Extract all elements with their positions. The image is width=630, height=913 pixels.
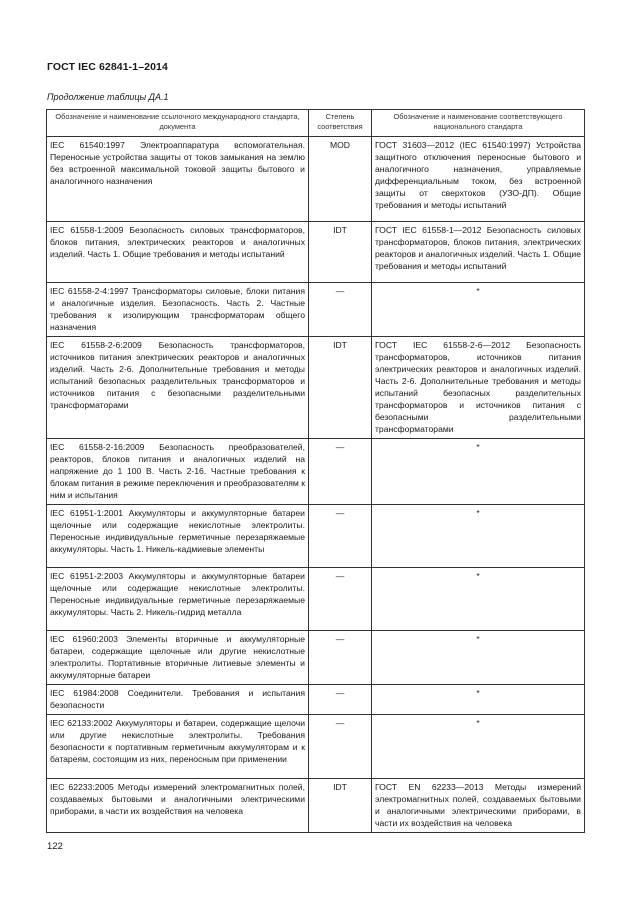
national-standard-cell: * xyxy=(372,715,585,779)
table-row xyxy=(47,685,585,715)
national-standard-cell: * xyxy=(372,505,585,568)
reference-standard-cell: IEC 61558-2-6:2009 Безопасность трансформаторов, источников питания электрических реакторов и аналогичных изделий. Часть 2-6. Дополнительные требования и методы испытаний безопасных разделительных трансформаторов и источников питания с безопасными разделительными трансформаторами xyxy=(47,337,309,439)
reference-standard-cell: IEC 61558-1:2009 Безопасность силовых трансформаторов, блоков питания, электрических реакторов и аналогичных изделий. Часть 1. Общие требования и методы испытаний xyxy=(47,222,309,283)
page-number: 122 xyxy=(47,841,63,852)
degree-cell: MOD xyxy=(309,137,372,222)
table-row xyxy=(47,137,585,222)
national-standard-cell: * xyxy=(372,685,585,715)
degree-cell: IDT xyxy=(309,337,372,439)
national-standard-cell: ГОСТ IEC 61558-2-6—2012 Безопасность трансформаторов, источников питания электрических реакторов и аналогичных изделий. Часть 2-6. Дополнительные требования и методы испытаний безопасных разделительных трансформаторов и источников питания с безопасными разделительными трансформаторами xyxy=(372,337,585,439)
column-header-national: Обозначение и наименование соответствующего национального стандарта xyxy=(372,110,585,137)
degree-cell: — xyxy=(309,505,372,568)
table-header-row xyxy=(47,110,585,137)
degree-cell: — xyxy=(309,283,372,337)
column-header-degree: Степень соответствия xyxy=(309,110,372,137)
national-standard-cell: ГОСТ 31603—2012 (IEC 61540:1997) Устройства защитного отключения переносные бытового и аналогичного назначения, управляемые дифференциальным током, без встроенной защиты от сверхтоков (УЗО-ДП). Общие требования и методы испытаний xyxy=(372,137,585,222)
reference-standard-cell: IEC 62233:2005 Методы измерений электромагнитных полей, создаваемых бытовыми и аналогичными электрическими приборами, в части их воздействия на человека xyxy=(47,779,309,833)
reference-standard-cell: IEC 61951-1:2001 Аккумуляторы и аккумуляторные батареи щелочные или содержащие некислотные электролиты. Переносные индивидуальные герметичные перезаряжаемые аккумуляторы. Часть 1. Никель-кадмиевые элементы xyxy=(47,505,309,568)
degree-cell: — xyxy=(309,568,372,631)
national-standard-cell: * xyxy=(372,568,585,631)
table-row xyxy=(47,779,585,833)
standards-table xyxy=(46,109,585,833)
reference-standard-cell: IEC 61951-2:2003 Аккумуляторы и аккумуляторные батареи щелочные или содержащие некислотные электролиты. Переносные индивидуальные герметичные перезаряжаемые аккумуляторы. Часть 2. Никель-гидрид металла xyxy=(47,568,309,631)
national-standard-cell: ГОСТ IEC 61558-1—2012 Безопасность силовых трансформаторов, блоков питания, электрических реакторов и аналогичных изделий. Часть 1. Общие требования и методы испытаний xyxy=(372,222,585,283)
table-row xyxy=(47,222,585,283)
degree-cell: — xyxy=(309,685,372,715)
national-standard-cell: ГОСТ EN 62233—2013 Методы измерений электромагнитных полей, создаваемых бытовыми и аналогичными электрическими приборами, в части их воздействия на человека xyxy=(372,779,585,833)
national-standard-cell: * xyxy=(372,283,585,337)
reference-standard-cell: IEC 61960:2003 Элементы вторичные и аккумуляторные батареи, содержащие щелочные или другие некислотные электролиты. Портативные вторичные литиевые элементы и аккумуляторные батареи xyxy=(47,631,309,685)
degree-cell: — xyxy=(309,631,372,685)
degree-cell: — xyxy=(309,439,372,505)
degree-cell: — xyxy=(309,715,372,779)
national-standard-cell: * xyxy=(372,439,585,505)
table-row xyxy=(47,283,585,337)
reference-standard-cell: IEC 61558-2-16:2009 Безопасность преобразователей, реакторов, блоков питания и аналогичных изделий на напряжение до 1 100 В. Часть 2-16. Частные требования к блокам питания в режиме переключения и преобразователям к ним и испытания xyxy=(47,439,309,505)
national-standard-cell: * xyxy=(372,631,585,685)
reference-standard-cell: IEC 61558-2-4:1997 Трансформаторы силовые, блоки питания и аналогичные изделия. Безопасность. Часть 2. Частные требования к изолирующим трансформаторам общего назначения xyxy=(47,283,309,337)
reference-standard-cell: IEC 61984:2008 Соединители. Требования и испытания безопасности xyxy=(47,685,309,715)
degree-cell: IDT xyxy=(309,222,372,283)
table-row xyxy=(47,631,585,685)
table-row xyxy=(47,715,585,779)
table-row xyxy=(47,568,585,631)
table-caption: Продолжение таблицы ДА.1 xyxy=(47,92,169,102)
table-row xyxy=(47,505,585,568)
reference-standard-cell: IEC 61540:1997 Электроаппаратура вспомогательная. Переносные устройства защиты от токов замыкания на землю без встроенной максимальной токовой защиты бытового и аналогичного назначения xyxy=(47,137,309,222)
table-row xyxy=(47,337,585,439)
reference-standard-cell: IEC 62133:2002 Аккумуляторы и батареи, содержащие щелочи или другие некислотные электролиты. Требования безопасности к портативным герметичным аккумуляторам и к батареям, состоящим из них, переносным при применении xyxy=(47,715,309,779)
degree-cell: IDT xyxy=(309,779,372,833)
document-title: ГОСТ IEC 62841-1–2014 xyxy=(47,61,168,73)
column-header-reference: Обозначение и наименование ссылочного международного стандарта, документа xyxy=(47,110,309,137)
table-row xyxy=(47,439,585,505)
